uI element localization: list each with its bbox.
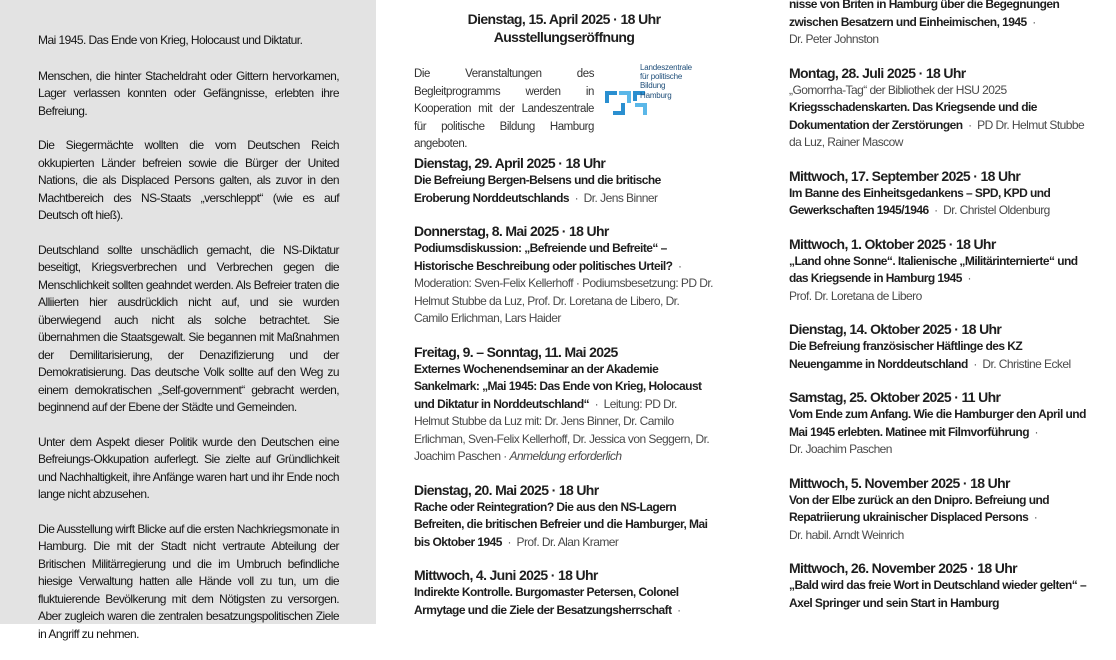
event-speaker: Dr. Christel Oldenburg [943, 203, 1050, 217]
event-entry-continued [789, 0, 1089, 49]
separator-dot: · [1026, 14, 1036, 29]
separator-dot: · [961, 271, 971, 285]
event-title: Im Banne des Einheitsgedankens – SPD, KPD und Gewerkschaften 1945/1946 [789, 185, 1051, 217]
separator-dot: · [962, 117, 978, 132]
event-date: Samstag, 25. Oktober 2025 · 11 Uhr [789, 389, 1001, 405]
separator-dot: · [589, 396, 604, 411]
intro-paragraph-2: Die Siegermächte wollten die vom Deutschen Reich okkupierten Länder befreien sowie die Bürger der United Nations, die als Displaced Persons galten, als zuvor in den Machtbereich des NS-Staats „verschleppt“ (wie es auf Deutsch oft hieß). [38, 138, 339, 222]
event-date: Mittwoch, 5. November 2025 · 18 Uhr [789, 474, 1010, 491]
separator-dot: · [1028, 510, 1038, 524]
event-speaker: Dr. Peter Johnston [789, 32, 879, 46]
cooperation-text: Die Veranstaltungen des Begleitprogramms werden in Kooperation mit der Landeszentrale für politische Bildung Hamburg angeboten. [414, 68, 594, 150]
logo-line: für politische Bildung [640, 72, 683, 91]
event-title: Indirekte Kontrolle. Burgomaster Petersen, Colonel Armytage und die Ziele der Besatzungsherrschaft [414, 585, 679, 617]
event-title: nisse von Briten in Hamburg über die Begegnungen zwischen Besatzern und Einheimischen, 1945 [789, 0, 1060, 29]
event-date: Dienstag, 14. Oktober 2025 · 18 Uhr [789, 321, 1002, 337]
separator-dot: · [928, 203, 944, 217]
event-speaker: Prof. Dr. Alan Kramer [516, 534, 619, 549]
event-entry [414, 222, 714, 328]
event-title: „Bald wird das freie Wort in Deutschland wieder gelten“ – Axel Springer und sein Start in Hamburg [789, 578, 1087, 610]
event-title: „Land ohne Sonne“. Italienische „Militärinternierte“ und das Kriegsende in Hamburg 1945 [789, 253, 1078, 285]
event-date: Donnerstag, 8. Mai 2025 · 18 Uhr [414, 223, 609, 239]
separator-dot: · [1028, 424, 1038, 439]
event-speaker: Prof. Dr. Loretana de Libero [789, 288, 922, 303]
event-entry [414, 154, 714, 207]
event-entry [414, 343, 714, 466]
event-entry [414, 481, 714, 552]
opening-title: Ausstellungseröffnung [493, 29, 635, 45]
event-date: Montag, 28. Juli 2025 · 18 Uhr [789, 64, 966, 81]
event-title: Die Befreiung französischer Häftlinge des KZ Neuengamme in Norddeutschland [789, 339, 1023, 371]
event-note: Anmeldung erforderlich [509, 449, 622, 463]
event-date: Mittwoch, 17. September 2025 · 18 Uhr [789, 167, 1021, 184]
event-title: Externes Wochenendseminar an der Akademie Sankelmark: „Mai 1945: Das Ende von Krieg, Holocaust und Diktatur in Norddeutschland“ [414, 361, 702, 411]
event-speaker: Dr. Christine Eckel [982, 356, 1071, 371]
separator-dot: · [500, 449, 510, 463]
intro-paragraph-5: Die Ausstellung wirft Blicke auf die ersten Nachkriegsmonate in Hamburg. Die mit der Stadt nicht vertraute Abteilung der Britischen Militärregierung und die im Umbruch befindliche hiesige Verwaltung hatten alle Hände voll zu tun, um die fluktuierende Bevölkerung mit dem Nötigsten zu versorgen. Aber zugleich waren die zentralen besatzungspolitischen Ziele in Angriff zu nehmen. [38, 521, 339, 641]
event-entry [789, 474, 1089, 545]
event-body [789, 492, 1089, 545]
event-body [414, 361, 714, 466]
event-speaker: Leitung: PD Dr. Helmut Stubbe da Luz mit: Dr. Jens Binner, Dr. Camilo Erlichman, Sven-Felix Kellerhoff, Dr. Jessica von Seggern, Dr. Joachim Paschen [414, 396, 710, 463]
event-entry [789, 64, 1089, 152]
event-title: Von der Elbe zurück an den Dnipro. Befreiung und Repatriierung ukrainischer Displaced Persons [789, 492, 1050, 524]
event-date: Freitag, 9. – Sonntag, 11. Mai 2025 [414, 343, 618, 360]
event-speaker: Dr. habil. Arndt Weinrich [789, 527, 904, 542]
event-speaker: PD Dr. Helmut Stubbe da Luz, Rainer Mascow [789, 117, 1085, 149]
event-body [789, 253, 1089, 306]
event-entry [789, 559, 1089, 612]
separator-dot: · [672, 258, 685, 273]
event-body [789, 406, 1089, 459]
event-body [414, 172, 714, 207]
logo-text [640, 63, 706, 100]
intro-text [38, 32, 339, 660]
event-entry [789, 235, 1089, 306]
event-date: Mittwoch, 26. November 2025 · 18 Uhr [789, 560, 1017, 576]
logo-line: Landeszentrale [640, 63, 692, 72]
intro-paragraph-1: Menschen, die hinter Stacheldraht oder Gittern hervorkamen, Lager verlassen konnten oder Gefängnisse, erlebten ihre Befreiung. [38, 68, 339, 118]
event-speaker: Dr. Joachim Paschen [789, 442, 892, 456]
event-body [789, 82, 1089, 152]
event-title: Vom Ende zum Anfang. Wie die Hamburger den April und Mai 1945 erlebten. Matinee mit Filmvorführung [789, 407, 1086, 439]
event-title: Kriegsschadenskarten. Das Kriegsende und die Dokumentation der Zerstörungen [789, 100, 1037, 132]
opening-date: Dienstag, 15. April 2025 · 18 Uhr [467, 11, 661, 27]
logo-line: Hamburg [640, 90, 672, 100]
event-body [414, 584, 714, 619]
cooperation-note [414, 63, 714, 150]
event-body [789, 338, 1089, 373]
intro-paragraph-3: Deutschland sollte unschädlich gemacht, die NS-Diktatur beseitigt, Kriegsverbrechen und Verbrechen gegen die Menschlichkeit sollten geahndet werden. Als Befreier traten die Alliierten hier ausdrücklich nicht auf, und sie wurden überwiegend auch nicht als solche betrachtet. Sie übernahmen die Staatsgewalt. Sie begannen mit Maßnahmen der Demilitarisierung, der Denazifizierung und der Demokratisierung. Das deutsche Volk sollte auf den Weg zu einem demokratischen „Self-government“ gebracht werden, beginnend auf der Ebene der Städte und Gemeinden. [38, 242, 339, 414]
opening-event [414, 10, 714, 46]
left-panel [0, 0, 376, 641]
event-body [789, 185, 1089, 220]
event-date: Mittwoch, 1. Oktober 2025 · 18 Uhr [789, 235, 996, 252]
event-entry [789, 320, 1089, 373]
intro-paragraph-4: Unter dem Aspekt dieser Politik wurde den Deutschen eine Befreiungs-Okkupation auferlegt. Sie zielte auf Gründlichkeit und Nachhaltigkeit, ihre Anfänge waren hart und ihr Ende noch lange nicht abzusehen. [38, 434, 339, 501]
event-entry [789, 167, 1089, 220]
event-entry [414, 566, 714, 619]
event-entry [789, 388, 1089, 459]
event-body [789, 577, 1089, 612]
program-column-right [789, 0, 1089, 627]
event-pretitle: „Gomorrha-Tag“ der Bibliothek der HSU 2025 [789, 82, 1007, 97]
intro-heading: Mai 1945. Das Ende von Krieg, Holocaust und Diktatur. [38, 33, 303, 47]
event-date: Mittwoch, 4. Juni 2025 · 18 Uhr [414, 567, 598, 583]
event-title: Die Befreiung Bergen-Belsens und die britische Eroberung Norddeutschlands [414, 173, 661, 205]
event-body [414, 499, 714, 552]
separator-dot: · [671, 602, 681, 617]
separator-dot: · [569, 190, 584, 205]
event-body [789, 0, 1089, 49]
event-speaker: Dr. Jens Binner [583, 190, 658, 205]
event-date: Dienstag, 20. Mai 2025 · 18 Uhr [414, 481, 599, 498]
event-date: Dienstag, 29. April 2025 · 18 Uhr [414, 155, 606, 171]
separator-dot: · [501, 534, 517, 549]
event-body [414, 240, 714, 328]
separator-dot: · [967, 356, 983, 371]
event-title: Rache oder Reintegration? Die aus den NS-Lagern Befreiten, die britischen Befreier und die Hamburger, Mai bis Oktober 1945 [414, 499, 708, 549]
program-column-middle [414, 10, 714, 634]
event-title: Podiumsdiskussion: „Befreiende und Befreite“ – Historische Beschreibung oder politisches Urteil? [414, 241, 673, 273]
event-speaker: Moderation: Sven-Felix Kellerhoff · Podiumsbesetzung: PD Dr. Helmut Stubbe da Luz, Prof. Dr. Loretana de Libero, Dr. Camilo Erlichman, Lars Haider [414, 276, 713, 325]
